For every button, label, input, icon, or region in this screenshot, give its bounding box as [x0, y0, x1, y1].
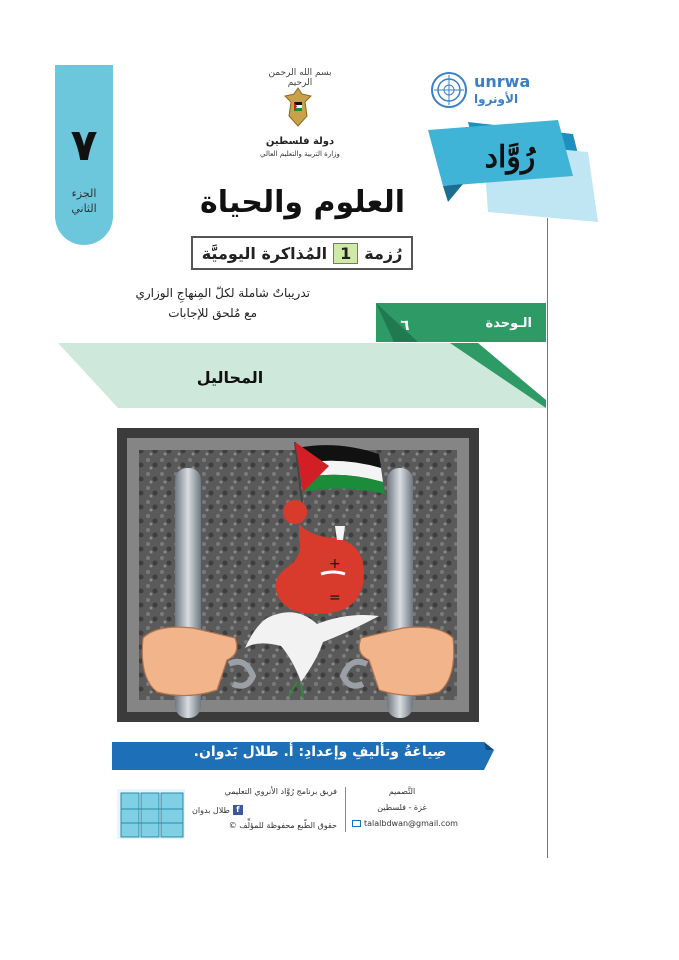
palestine-eagle-emblem-icon	[283, 86, 313, 130]
email-icon	[352, 820, 361, 827]
ministry-name: وزارة التربية والتعليم العالي	[260, 150, 340, 158]
bundle-name: المُذاكرة اليوميَّة	[201, 243, 328, 263]
unrwa-wordmark-arabic: الأونروا	[474, 92, 519, 106]
grade-number: ٧	[70, 120, 98, 171]
facebook-contact	[192, 805, 337, 815]
unit-number: ٦	[400, 316, 410, 334]
facebook-name: طلال بدوان	[192, 805, 230, 815]
typesetting-place: غزة - فلسطين	[377, 803, 427, 812]
author-credit: صِياغةُ وتأليفِ وإعدادِ: أ. طلال بَدوان.	[193, 744, 447, 760]
brand-name: رُوَّاد	[484, 140, 536, 175]
facebook-icon: f	[233, 805, 243, 815]
vertical-divider	[547, 218, 548, 858]
unrwa-wordmark: unrwa	[474, 72, 531, 91]
volume-label-line1: الجزء	[71, 187, 97, 200]
bundle-number: 1	[333, 243, 358, 264]
state-name: دولة فلسطين	[265, 136, 335, 147]
description-line-2: مع مُلحق للإجابات	[168, 306, 257, 320]
svg-text:+: +	[329, 556, 341, 572]
copyright-notice: حقوق الطّبع محفوظة للمؤلِّف ©	[228, 821, 337, 830]
email-contact	[352, 819, 462, 828]
unit-name: المحاليل	[196, 368, 264, 387]
book-title: العلوم والحياة	[199, 185, 405, 220]
volume-label	[55, 186, 113, 216]
un-emblem-icon	[430, 71, 468, 109]
svg-text:=: =	[329, 590, 341, 606]
email-address: talalbdwan@gmail.com	[364, 819, 458, 828]
typesetting-title: التَّصميم	[388, 787, 416, 796]
bundle-title-box	[191, 236, 413, 270]
cover-illustration	[117, 428, 479, 722]
description-line-1: تدريباتٌ شاملة لكلّ المِنهاجِ الوزاري	[135, 286, 310, 300]
unit-label: الـوحدة	[485, 316, 532, 331]
team-name: فريق برنامج رُوَّاد الأنروي التعليمي	[224, 787, 337, 796]
volume-label-line2: الثاني	[71, 202, 97, 215]
footer-divider	[345, 787, 346, 832]
stacked-books-logo-icon	[115, 785, 187, 843]
bundle-label: رُزمة	[364, 243, 403, 263]
fist	[283, 500, 307, 524]
basmala: بسم الله الرحمن الرحيم	[268, 68, 332, 88]
